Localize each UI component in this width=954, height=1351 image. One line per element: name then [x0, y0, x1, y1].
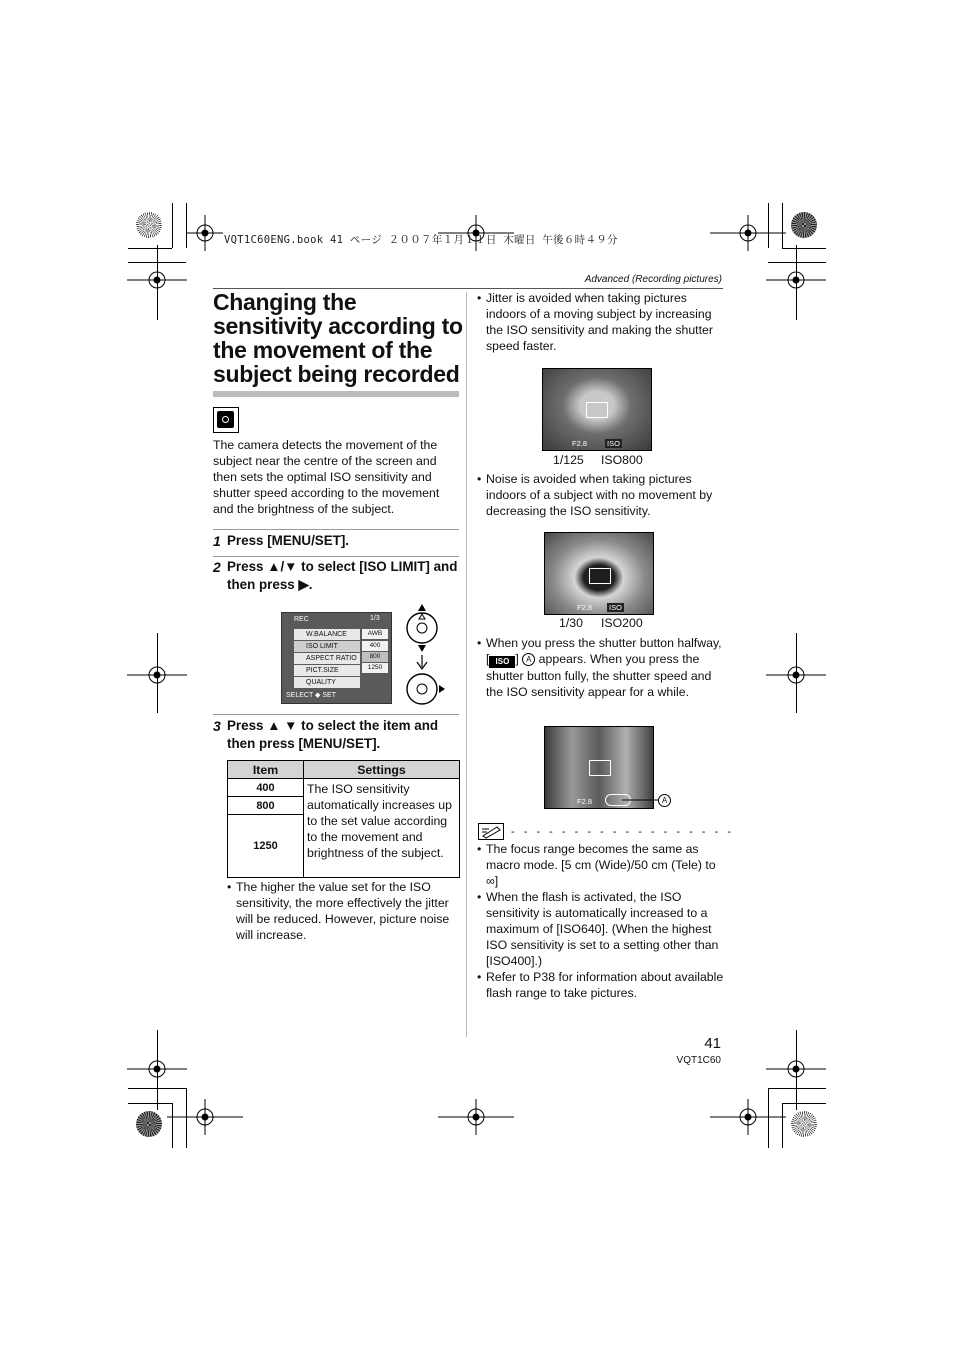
photo-caption-iso: ISO800 — [601, 453, 643, 467]
sample-photo-moving-subject — [542, 368, 652, 451]
step-number: 2 — [213, 559, 221, 575]
color-rosette — [791, 1111, 817, 1137]
iso-badge-icon: ISO — [489, 656, 515, 668]
column-header: Item — [228, 761, 304, 779]
aperture-readout: F2.8 — [577, 603, 593, 612]
list-item: • The higher the value set for the ISO sensitivity, the more effectively the jitter will be reduced. However, picture noise will increase. — [227, 880, 450, 942]
callout-a-icon: A — [658, 794, 671, 807]
menu-value: 800 — [362, 652, 388, 662]
menu-header: REC — [294, 616, 309, 623]
step-2 — [213, 558, 459, 594]
af-frame — [589, 760, 611, 776]
print-file-line: VQT1C60ENG.book 41 ページ ２００７年１月１１日 木曜日 午後６時４９分 — [224, 234, 618, 246]
list-item: • Noise is avoided when taking pictures indoors of a subject with no movement by decreasing the ISO sensitivity. — [477, 472, 713, 518]
menu-item: QUALITY — [294, 677, 360, 688]
photo-caption-shutter: 1/125 — [553, 453, 584, 467]
list-item: • Refer to P38 for information about available flash range to take pictures. — [477, 970, 724, 1000]
title-underline — [213, 391, 459, 397]
down-arrow-icon — [418, 645, 426, 652]
aperture-readout: F2.8 — [577, 797, 593, 806]
step-text: Press ▲ ▼ to select the item and then press [MENU/SET]. — [227, 718, 439, 751]
list-item: • When you press the shutter button halfway, [ ISO ] A appears. When you press the shutter button fully, the shutter speed and the ISO sensitivity appear for a while. — [477, 636, 722, 699]
sample-photo-still-subject — [544, 532, 654, 615]
bullet-text: Refer to P38 for information about available flash range to take pictures. — [486, 970, 724, 1000]
iso-indicator-icon: ISO — [607, 439, 620, 448]
af-frame — [589, 568, 611, 584]
intro-paragraph: The camera detects the movement of the subject near the centre of the screen and then sets the optimal ISO sensitivity and shutter speed according to the movement and the brightness of the subject. — [213, 438, 440, 516]
bullet-text: The higher the value set for the ISO sensitivity, the more effectively the jitter will be reduced. However, picture noise will increase. — [236, 880, 450, 942]
camera-mode-icon — [213, 407, 239, 433]
step-1 — [213, 532, 459, 550]
list-item: • When the flash is activated, the ISO sensitivity is automatically increased to a maximum of [ISO640]. (When the highest ISO sensitivity is set to a setting other than [ISO400].) — [477, 890, 719, 968]
table-cell: The ISO sensitivity automatically increases up to the set value according to the movement and brightness of the subject. — [304, 779, 460, 878]
menu-item: W.BALANCE — [294, 629, 360, 640]
menu-value: 400 — [362, 641, 388, 651]
list-item: • The focus range becomes the same as macro mode. [5 cm (Wide)/50 cm (Tele) to ∞] — [477, 842, 716, 888]
table-cell: 800 — [228, 797, 304, 815]
flow-arrow-icon — [417, 655, 427, 669]
photo-caption-iso: ISO200 — [601, 616, 643, 630]
bullet-text: The focus range becomes the same as macro mode. [5 cm (Wide)/50 cm (Tele) to ∞] — [486, 842, 716, 888]
divider — [213, 529, 459, 530]
page-title: Changing the sensitivity according to the movement of the subject being recorded — [213, 289, 463, 387]
document-code: VQT1C60 — [676, 1055, 721, 1066]
step-number: 3 — [213, 718, 221, 734]
color-rosette — [791, 212, 817, 238]
section-label: Advanced (Recording pictures) — [584, 274, 722, 285]
bullet-text: ] — [515, 652, 523, 666]
bullet-text: appears. When you press the shutter button fully, the shutter speed and the ISO sensitivity appear for a while. — [486, 652, 712, 699]
bullet-text: When you press the shutter button halfway, [ — [486, 636, 722, 666]
iso-limit-table — [227, 760, 460, 878]
bullet-text: Noise is avoided when taking pictures indoors of a subject with no movement by decreasing the ISO sensitivity. — [486, 472, 713, 518]
menu-item: ASPECT RATIO — [294, 653, 360, 664]
menu-value: AWB — [362, 629, 388, 639]
menu-item: PICT.SIZE — [294, 665, 360, 676]
column-header: Settings — [304, 761, 460, 779]
divider — [213, 714, 459, 715]
menu-footer: SELECT ◆ SET — [286, 692, 336, 699]
table-row — [228, 779, 460, 797]
step-number: 1 — [213, 533, 221, 549]
note-divider: - - - - - - - - - - - - - - - - - - — [511, 826, 734, 838]
step-text: Press [MENU/SET]. — [227, 533, 350, 548]
cursor-buttons-diagram — [403, 603, 451, 705]
menu-page: 1/3 — [370, 615, 380, 622]
menu-value: 1250 — [362, 663, 388, 673]
iso-indicator-icon: ISO — [609, 603, 622, 612]
step-3 — [213, 717, 459, 753]
color-rosette — [136, 212, 162, 238]
dial-icon — [407, 674, 437, 704]
menu-item: ISO LIMIT — [294, 641, 360, 652]
up-arrow-icon — [418, 604, 426, 611]
callout-a-icon: A — [522, 653, 535, 666]
af-frame — [586, 402, 608, 418]
aperture-readout: F2.8 — [572, 439, 588, 448]
photo-caption-shutter: 1/30 — [559, 616, 583, 630]
table-cell: 400 — [228, 779, 304, 797]
divider — [213, 556, 459, 557]
list-item: • Jitter is avoided when taking pictures indoors of a moving subject by increasing the ISO sensitivity and making the shutter speed faster. — [477, 291, 713, 353]
color-rosette — [136, 1111, 162, 1137]
note-icon — [478, 823, 504, 840]
right-arrow-icon — [439, 685, 445, 693]
page-number: 41 — [704, 1035, 721, 1052]
bullet-text: Jitter is avoided when taking pictures indoors of a moving subject by increasing the ISO sensitivity and making the shutter speed faster. — [486, 291, 713, 353]
table-header-row — [228, 761, 460, 779]
column-divider — [466, 292, 467, 1037]
step-text: Press ▲/▼ to select [ISO LIMIT] and then press ▶. — [227, 559, 458, 592]
dial-icon — [407, 613, 437, 643]
menu-screen — [281, 612, 392, 704]
table-cell: 1250 — [228, 815, 304, 878]
bullet-text: When the flash is activated, the ISO sensitivity is automatically increased to a maximum of [ISO640]. (When the highest ISO sensitivity is set to a setting other than [ISO400].) — [486, 890, 719, 968]
